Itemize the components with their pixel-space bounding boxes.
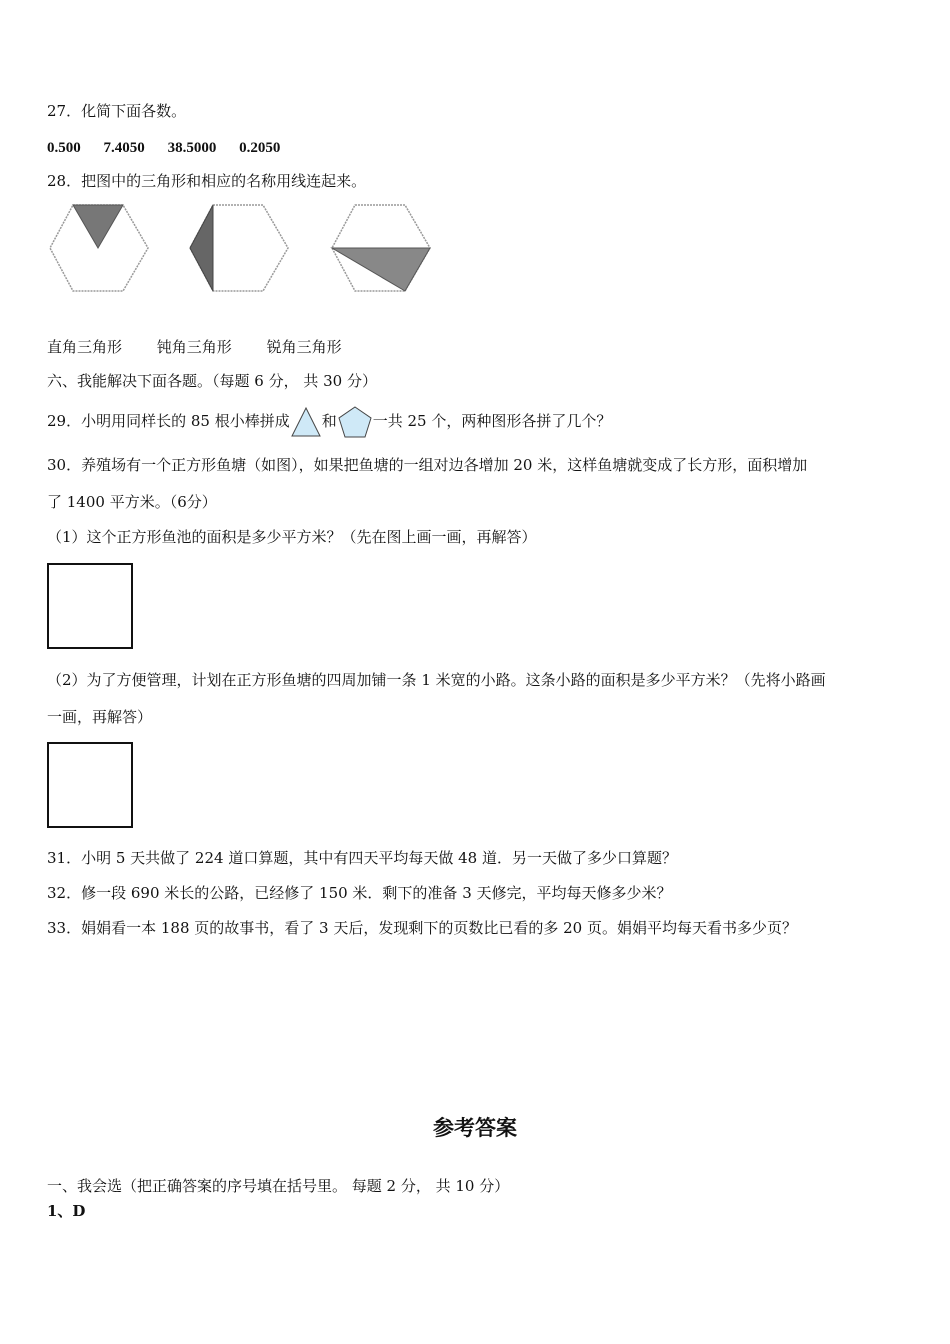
- number-4: 0.2050: [239, 140, 281, 156]
- q30-line-1: 30．养殖场有一个正方形鱼塘（如图），如果把鱼塘的一组对边各增加 20 米，这样鱼塘就变成了长方形，面积增加: [47, 456, 808, 474]
- q30-sub-1: （1）这个正方形鱼池的面积是多少平方米？（先在图上画一画，再解答）: [47, 528, 537, 546]
- section-6-heading: 六、我能解决下面各题。（每题 6 分， 共 30 分）: [47, 372, 377, 390]
- square-pond-figure-1: [47, 563, 133, 649]
- square-pond-figure-2: [47, 742, 133, 828]
- answer-1: 1、D: [47, 1202, 86, 1220]
- q30-sub-2-line-1: （2）为了方便管理，计划在正方形鱼塘的四周加铺一条 1 米宽的小路。这条小路的面积是多少平方米？（先将小路画: [47, 671, 826, 689]
- q30-line-2: 了 1400 平方米。（6分）: [47, 493, 217, 511]
- q29-text-1: 29．小明用同样长的 85 根小棒拼成: [47, 412, 290, 430]
- q27-numbers: [47, 137, 298, 158]
- q33-prompt: 33．娟娟看一本 188 页的故事书，看了 3 天后，发现剩下的页数比已看的多 20 页。娟娟平均每天看书多少页？: [47, 919, 797, 937]
- label-right-triangle: 直角三角形: [47, 338, 123, 356]
- answers-section-1-heading: 一、我会选（把正确答案的序号填在括号里。 每题 2 分， 共 10 分）: [47, 1177, 510, 1195]
- triangle-type-labels: [47, 337, 372, 357]
- hexagon-left-triangle-figure: [188, 203, 290, 295]
- number-1: 0.500: [47, 140, 81, 156]
- q31-prompt: 31．小明 5 天共做了 224 道口算题，其中有四天平均每天做 48 道．另一天做了多少口算题？: [47, 849, 677, 867]
- q29-text-2: 和: [321, 412, 337, 430]
- pentagon-icon: [337, 405, 373, 439]
- number-2: 7.4050: [103, 140, 145, 156]
- q29-prompt: [47, 405, 611, 439]
- label-obtuse-triangle: 钝角三角形: [156, 338, 232, 356]
- hexagon-top-triangle-figure: [48, 203, 150, 295]
- q27-prompt: 27．化简下面各数。: [47, 102, 187, 120]
- answers-title: 参考答案: [433, 1116, 517, 1140]
- number-3: 38.5000: [167, 140, 217, 156]
- q28-prompt: 28．把图中的三角形和相应的名称用线连起来。: [47, 172, 367, 190]
- q30-sub-2-line-2: 一画，再解答）: [47, 708, 153, 726]
- q32-prompt: 32．修一段 690 米长的公路，已经修了 150 米．剩下的准备 3 天修完，平均每天修多少米？: [47, 884, 672, 902]
- label-acute-triangle: 锐角三角形: [266, 338, 342, 356]
- q29-text-3: 一共 25 个，两种图形各拼了几个？: [372, 412, 612, 430]
- triangle-icon: [290, 406, 322, 438]
- hexagon-diagonal-triangle-figure: [330, 203, 432, 295]
